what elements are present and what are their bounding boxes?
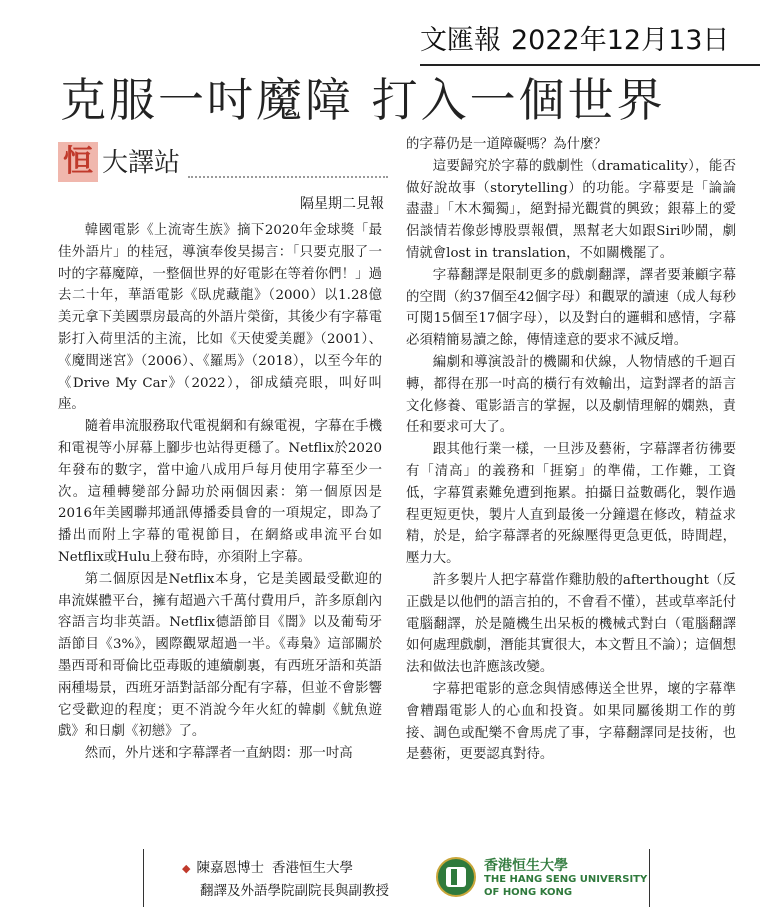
article-paragraph: 跟其他行業一樣，一旦涉及藝術，字幕譯者彷彿要有「清高」的義務和「捱窮」的準備，工作難，工資低，字幕質素難免遭到拖累。拍攝日益數碼化，製作過程更短更快，製片人直到最後一分鐘還在修改，精益求精，於是，給字幕譯者的死線壓得更急更低，時間趕，壓力大。 (406, 442, 736, 567)
article-paragraph: 隨着串流服務取代電視網和有線電視，字幕在手機和電視等小屏幕上腳步也站得更穩了。Netflix於2020年發布的數字，當中逾八成用戶每月使用字幕至少一次。這種轉變部分歸功於兩個因素：第一個原因是2016年美國聯邦通訊傳播委員會的一項規定，即為了播出而附上字幕的電視節目，在網絡或串流平台如Netflix或Hulu上發布時，亦須附上字幕。 (58, 419, 382, 565)
column-title: 大譯站 (102, 148, 181, 178)
article-paragraph: 字幕翻譯是限制更多的戲劇翻譯，譯者要兼顧字幕的空間（約37個至42個字母）和觀眾的讀速（成人每秒可閱15個至17個字母），以及對白的邏輯和感情，字幕必須精簡易讀之餘，傳情達意的要求不減反增。 (406, 267, 736, 349)
column-schedule: 隔星期二見報 (300, 196, 384, 212)
article-left-column (58, 220, 382, 765)
article-right-column (406, 134, 736, 766)
brand-mark: 恒 (58, 142, 98, 182)
publication-date: 2022年12月13日 (511, 25, 730, 56)
diamond-bullet-icon: ◆ (182, 862, 191, 875)
university-name-english-line2: OF HONG KONG (484, 887, 573, 898)
university-name-english (484, 873, 654, 899)
newspaper-name: 文匯報 (420, 25, 501, 56)
article-paragraph: 第二個原因是Netflix本身，它是美國最受歡迎的串流媒體平台，擁有超過六千萬付費用戶，許多原創內容語言均非英語。Netflix德語節目《闇》以及葡萄牙語節目《3%》，國際觀眾超過一半。《毒梟》這部關於墨西哥和哥倫比亞毒販的連續劇裏，有西班牙語和英語兩種場景，西班牙語對話部分配有字幕，但並不會影響它受歡迎的程度；更不消說今年火紅的韓劇《魷魚遊戲》和日劇《初戀》了。 (58, 571, 382, 740)
article-paragraph: 許多製片人把字幕當作雞肋般的afterthought（反正戲是以他們的語言拍的，不會看不懂），甚或草率託付電腦翻譯，於是隨機生出呆板的機械式對白（電腦翻譯如何處理戲劇，潛能其實很大，本文暫且不論）；這個想法和做法也許應該改變。 (406, 572, 736, 676)
author-block (182, 857, 389, 902)
university-logo-icon (436, 857, 476, 897)
column-brand (58, 142, 388, 184)
masthead (420, 18, 760, 66)
article-paragraph: 韓國電影《上流寄生族》摘下2020年金球獎「最佳外語片」的桂冠，導演奉俊昊揚言：「只要克服了一吋的字幕魔障，一整個世界的好電影在等着你們！」過去二十年，華語電影《臥虎藏龍》（2000）以1.28億美元拿下美國票房最高的外語片榮銜，其後少有字幕電影打入荷里活的主流，比如《天使愛美麗》（2001）、《魔間迷宮》（2006）、《羅馬》（2018），以至今年的《Drive My Car》（2022），卻成績亮眼，叫好叫座。 (58, 223, 382, 413)
university-name-chinese: 香港恒生大學 (484, 858, 568, 874)
article-paragraph: 這要歸究於字幕的戲劇性（dramaticality），能否做好說故事（storytelling）的功能。字幕要是「論論盡盡」「木木獨獨」，絕對掃光觀賞的興致；銀幕上的愛侶談情若像彭博股票報價，黑幫老大如跟Siri吵鬧，劇情就會lost in translation，不如關機罷了。 (406, 158, 736, 261)
article-paragraph: 字幕把電影的意念與情感傳送全世界，壞的字幕準會糟蹋電影人的心血和投資。如果同屬後期工作的剪接、調色或配樂不會馬虎了事，字幕翻譯同是技術，也是藝術，更要認真對待。 (406, 681, 736, 763)
headline: 克服一吋魔障 打入一個世界 (60, 73, 666, 127)
logo-mark (451, 869, 457, 885)
author-line (182, 857, 389, 880)
author-name: 陳嘉恩博士 (196, 860, 264, 876)
dotted-divider (188, 176, 388, 178)
author-title: 翻譯及外語學院副院長與副教授 (200, 883, 389, 899)
article-paragraph: 編劇和導演設計的機關和伏線，人物情感的千迴百轉，都得在那一吋高的橫行有效輸出，這對譯者的語言文化修養、電影語言的掌握，以及劇情理解的嫻熟，責任和要求可大了。 (406, 354, 736, 436)
author-footer (143, 849, 650, 907)
article-paragraph-continued: 的字幕仍是一道障礙嗎？為什麼？ (406, 137, 607, 152)
author-university: 香港恒生大學 (271, 860, 353, 876)
university-name-english-line1: THE HANG SENG UNIVERSITY (484, 874, 648, 885)
article-paragraph: 然而，外片迷和字幕譯者一直納悶：那一吋高 (84, 746, 353, 762)
